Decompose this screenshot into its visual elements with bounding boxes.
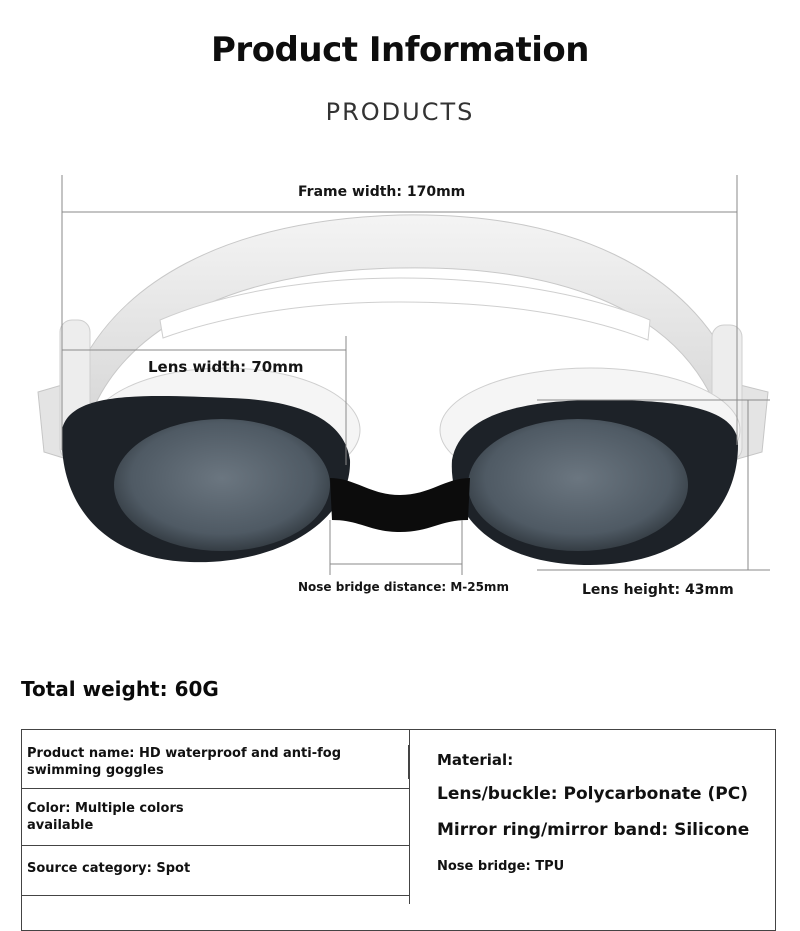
- nose-bridge-label: Nose bridge distance: M-25mm: [298, 580, 509, 594]
- spec-table: [21, 729, 776, 904]
- mirror-ring-material: Mirror ring/mirror band: Silicone: [437, 820, 750, 840]
- lens-height-label: Lens height: 43mm: [582, 582, 734, 598]
- frame-width-label: Frame width: 170mm: [298, 184, 466, 200]
- row-divider: [21, 895, 410, 896]
- left-lens: [114, 419, 330, 551]
- lens-width-label: Lens width: 70mm: [148, 358, 304, 376]
- lens-buckle-material: Lens/buckle: Polycarbonate (PC): [437, 784, 748, 804]
- page-subtitle: PRODUCTS: [325, 98, 475, 126]
- total-weight: Total weight: 60G: [21, 677, 219, 701]
- goggles-diagram: [0, 160, 800, 630]
- page-title: Product Information: [211, 30, 589, 70]
- nose-bridge: [330, 478, 470, 532]
- column-divider: [409, 729, 410, 904]
- color-cell: Color: Multiple colors available: [27, 801, 184, 833]
- right-lens: [468, 419, 688, 551]
- nose-bridge-material: Nose bridge: TPU: [437, 859, 565, 874]
- product-name-cell: Product name: HD waterproof and anti-fog swimming goggles: [21, 745, 409, 779]
- goggles-illustration: [0, 160, 800, 630]
- source-category-cell: Source category: Spot: [27, 861, 191, 876]
- material-heading: Material:: [437, 751, 514, 769]
- row-divider: [21, 788, 410, 789]
- row-divider: [21, 845, 410, 846]
